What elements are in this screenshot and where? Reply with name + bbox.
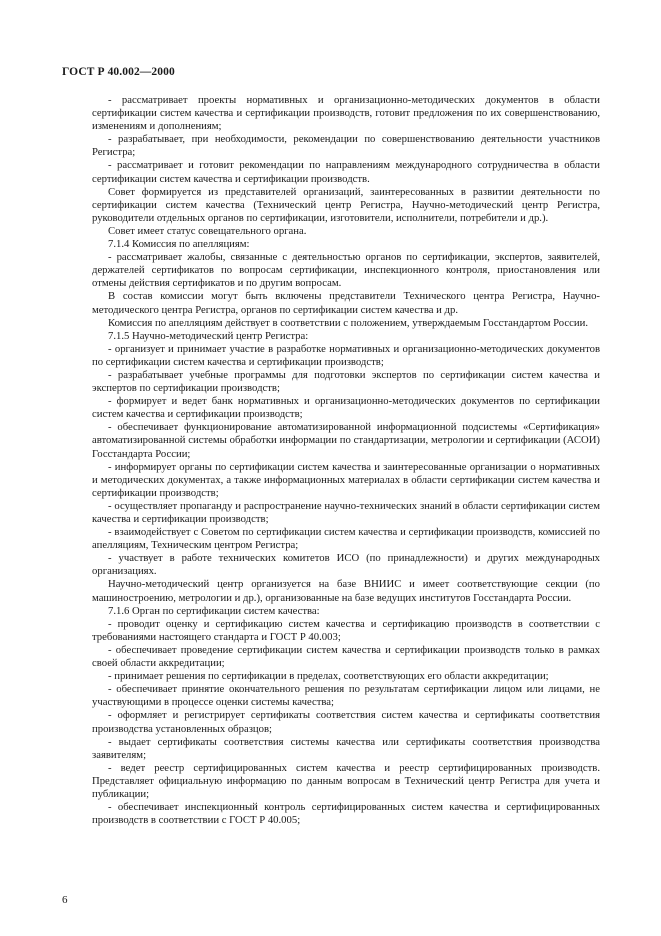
paragraph: В состав комиссии могут быть включены представители Технического центра Регистра, Научно-методического центра Регистра, органов по сертификации систем качества и др. [92, 290, 600, 316]
paragraph: - рассматривает и готовит рекомендации по направлениям международного сотрудничества в области сертификации систем качества и сертификации производств. [92, 159, 600, 185]
paragraph: 7.1.6 Орган по сертификации систем качества: [108, 604, 320, 617]
paragraph: - обеспечивает принятие окончательного решения по результатам сертификации лицом или лицами, не участвующими в процессе оценки системы качества; [92, 683, 600, 709]
paragraph: - участвует в работе технических комитетов ИСО (по принадлежности) и других международных организациях. [92, 552, 600, 578]
paragraph: - информирует органы по сертификации систем качества и заинтересованные организации о нормативных и методических документах, а также информационных материалах в области сертификации систем качества и сертификации производств; [92, 460, 600, 499]
page-number: 6 [62, 894, 68, 906]
paragraph: Научно-методический центр организуется на базе ВНИИС и имеет соответствующие секции (по машиностроению, метрологии и др.), организованные на базе ведущих институтов Госстандарта России. [92, 578, 600, 604]
paragraph: - рассматривает проекты нормативных и организационно-методических документов в области сертификации систем качества и сертификации производств, готовит предложения по их совершенствованию, изменениям и дополнениям; [92, 94, 600, 133]
paragraph: - организует и принимает участие в разработке нормативных и организационно-методических документов по сертификации систем качества и сертификации производств; [92, 342, 600, 368]
paragraph: - выдает сертификаты соответствия системы качества или сертификаты соответствия производства заявителям; [92, 735, 600, 761]
paragraph: - обеспечивает проведение сертификации систем качества и сертификации производств только в рамках своей области аккредитации; [92, 643, 600, 670]
paragraph: - формирует и ведет банк нормативных и организационно-методических документов по сертификации систем качества и сертификации производств; [92, 395, 600, 421]
paragraph: 7.1.5 Научно-методический центр Регистра: [108, 329, 309, 342]
paragraph: - обеспечивает функционирование автоматизированной информационной подсистемы «Сертификация» автоматизированной системы обработки информации по стандартизации, метрологии и сертификации (АСОИ) Госстандарта России; [92, 421, 600, 460]
document-body [92, 94, 600, 827]
paragraph: - оформляет и регистрирует сертификаты соответствия систем качества и сертификаты соответствия производства установленных образцов; [92, 709, 600, 735]
paragraph: - разрабатывает учебные программы для подготовки экспертов по сертификации систем качества и экспертов по сертификации производств; [92, 368, 600, 395]
paragraph: - разрабатывает, при необходимости, рекомендации по совершенствованию деятельности участников Регистра; [92, 133, 600, 159]
paragraph: - принимает решения по сертификации в пределах, соответствующих его области аккредитации; [108, 670, 549, 683]
paragraph: - проводит оценку и сертификацию систем качества и сертификацию производств в соответствии с требованиями настоящего стандарта и ГОСТ Р 40.003; [92, 617, 600, 643]
document-header: ГОСТ Р 40.002—2000 [62, 66, 175, 78]
paragraph: - осуществляет пропаганду и распространение научно-технических знаний в области сертификации систем качества и сертификации производств; [92, 499, 600, 525]
paragraph: Комиссия по апелляциям действует в соответствии с положением, утверждаемым Госстандартом России. [108, 316, 589, 329]
paragraph: 7.1.4 Комиссия по апелляциям: [108, 238, 250, 251]
paragraph: - ведет реестр сертифицированных систем качества и реестр сертифицированных производств. Представляет официальную информацию по данным вопросам в Технический центр Регистра для учета и публикации; [92, 761, 600, 800]
paragraph: - рассматривает жалобы, связанные с деятельностью органов по сертификации, экспертов, заявителей, держателей сертификатов по вопросам сертификации, инспекционного контроля, приостановления или отмены действия сертификатов и по другим вопросам. [92, 251, 600, 290]
paragraph: Совет формируется из представителей организаций, заинтересованных в развитии деятельности по сертификации систем качества (Технический центр Регистра, Научно-методический центр Регистра, руководители отдельных органов по сертификации, изготовители, исполнители, потребители и др.). [92, 185, 600, 224]
paragraph: - взаимодействует с Советом по сертификации систем качества и сертификации производств, комиссией по апелляциям, Техническим центром Регистра; [92, 526, 600, 552]
paragraph: Совет имеет статус совещательного органа. [108, 224, 307, 237]
paragraph: - обеспечивает инспекционный контроль сертифицированных систем качества и сертифицированных производств в соответствии с ГОСТ Р 40.005; [92, 801, 600, 827]
